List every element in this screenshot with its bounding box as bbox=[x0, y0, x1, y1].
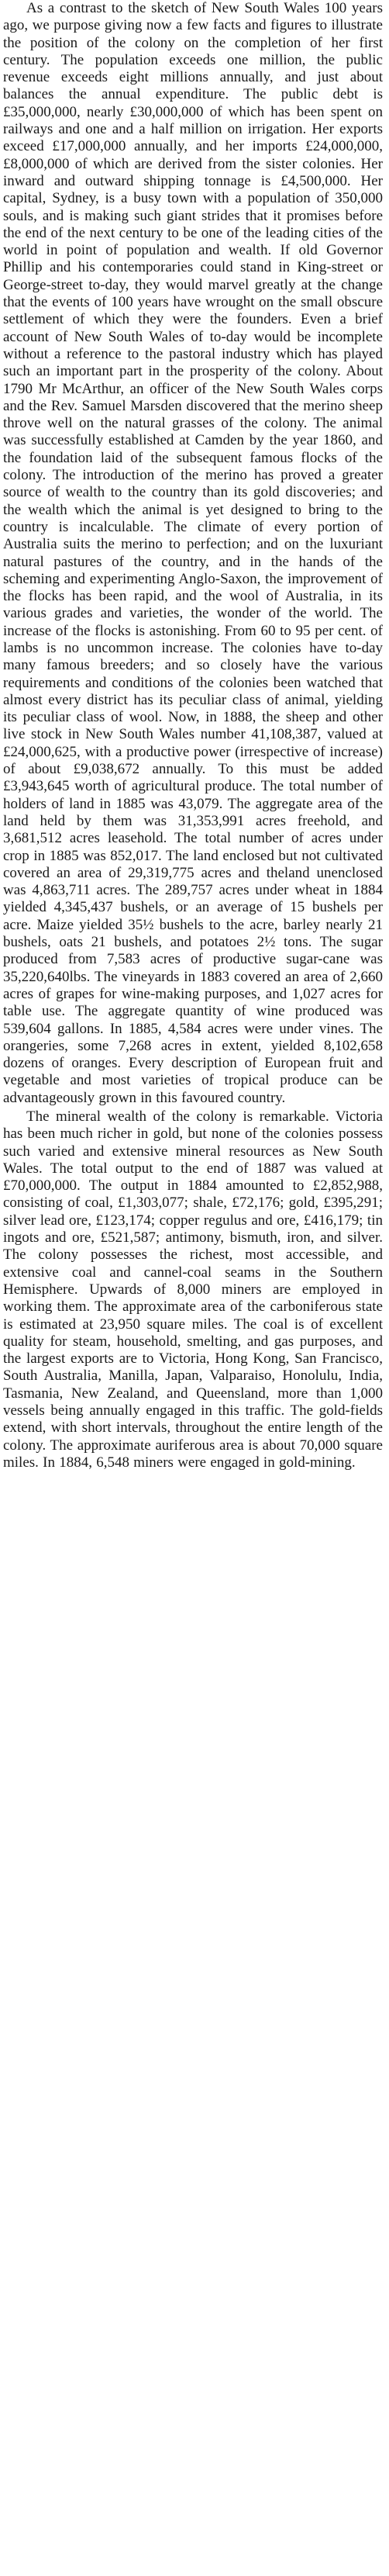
article-paragraph-mineral-wealth: The mineral wealth of the colony is remarkable. Victoria has been much richer in gold, but none of the colonies possess such varied and extensive mineral resources as New South Wales. The total output to the end of 1887 was valued at £70,000,000. The output in 1884 amounted to £2,852,988, consisting of coal, £1,303,077; shale, £72,176; gold, £395,291; silver lead ore, £123,174; copper regulus and ore, £416,179; tin ingots and ore, £521,587; antimony, bismuth, iron, and silver. The colony possesses the richest, most accessible, and extensive coal and cannel-coal seams in the Southern Hemisphere. Upwards of 8,000 miners are employed in working them. The approximate area of the carboniferous state is estimated at 23,950 square miles. The coal is of excellent quality for steam, household, smelting, and gas purposes, and the largest exports are to Victoria, Hong Kong, San Francisco, South Australia, Manilla, Japan, Valparaiso, Honolulu, India, Tasmania, New Zealand, and Queensland, more than 1,000 vessels being annually engaged in this traffic. The gold-fields extend, with short intervals, throughout the entire length of the colony. The approximate auriferous area is about 70,000 square miles. In 1884, 6,548 miners were engaged in gold-mining. bbox=[3, 1108, 383, 1471]
article-paragraph-colony-figures: As a contrast to the sketch of New South Wales 100 years ago, we purpose giving now a few facts and figures to illustrate the position of the colony on the completion of her first century. The population exceeds one million, the public revenue exceeds eight millions annually, and just about balances the annual expenditure. The public debt is £35,000,000, nearly £30,000,000 of which has been spent on railways and one and a half million on irrigation. Her exports exceed £17,000,000 annually, and her imports £24,000,000, £8,000,000 of which are derived from the sister colonies. Her inward and outward shipping tonnage is £4,500,000. Her capital, Sydney, is a busy town with a population of 350,000 souls, and is making such giant strides that it promises before the end of the next century to be one of the leading cities of the world in point of population and wealth. If old Governor Phillip and his contemporaries could stand in King-street or George-street to-day, they would marvel greatly at the change that the events of 100 years have wrought on the small obscure settlement of which they were the founders. Even a brief account of New South Wales of to-day would be incomplete without a reference to the pastoral industry which has played such an important part in the prosperity of the colony. About 1790 Mr McArthur, an officer of the New South Wales corps and the Rev. Samuel Marsden discovered that the merino sheep throve well on the natural grasses of the colony. The animal was successfully established at Camden by the year 1860, and the foundation laid of the subsequent famous flocks of the colony. The introduction of the merino has proved a greater source of wealth to the country than its gold discoveries; and the wealth which the animal is yet designed to bring to the country is incalculable. The climate of every portion of Australia suits the merino to perfection; and on the luxuriant natural pastures of the country, and in the hands of the scheming and experimenting Anglo-Saxon, the improvement of the flocks has been rapid, and the wool of Australia, in its various grades and varieties, the wonder of the world. The increase of the flocks is astonishing. From 60 to 95 per cent. of lambs is no uncommon increase. The colonies have to-day many famous breeders; and so closely have the various requirements and conditions of the colonies been watched that almost every district has its peculiar class of animal, yielding its peculiar class of wool. Now, in 1888, the sheep and other live stock in New South Wales number 41,108,387, valued at £24,000,625, with a productive power (irrespective of increase) of about £9,038,672 annually. To this must be added £3,943,645 worth of agricultural produce. The total number of holders of land in 1885 was 43,079. The aggregate area of the land held by them was 31,353,991 acres freehold, and 3,681,512 acres leasehold. The total number of acres under crop in 1885 was 852,017. The land enclosed but not cultivated covered an area of 29,319,775 acres and theland unenclosed was 4,863,711 acres. The 289,757 acres under wheat in 1884 yielded 4,345,437 bushels, or an average of 15 bushels per acre. Maize yielded 35½ bushels to the acre, barley nearly 21 bushels, oats 21 bushels, and potatoes 2½ tons. The sugar produced from 7,583 acres of productive sugar-cane was 35,220,640lbs. The vineyards in 1883 covered an area of 2,660 acres of grapes for wine-making purposes, and 1,027 acres for table use. The aggregate quantity of wine produced was 539,604 gallons. In 1885, 4,584 acres were under vines. The orangeries, some 7,268 acres in extent, yielded 8,102,658 dozens of oranges. Every description of European fruit and vegetable and most varieties of tropical produce can be advantageously grown in this favoured country. bbox=[3, 0, 383, 1106]
article-text-column bbox=[3, 0, 383, 1471]
